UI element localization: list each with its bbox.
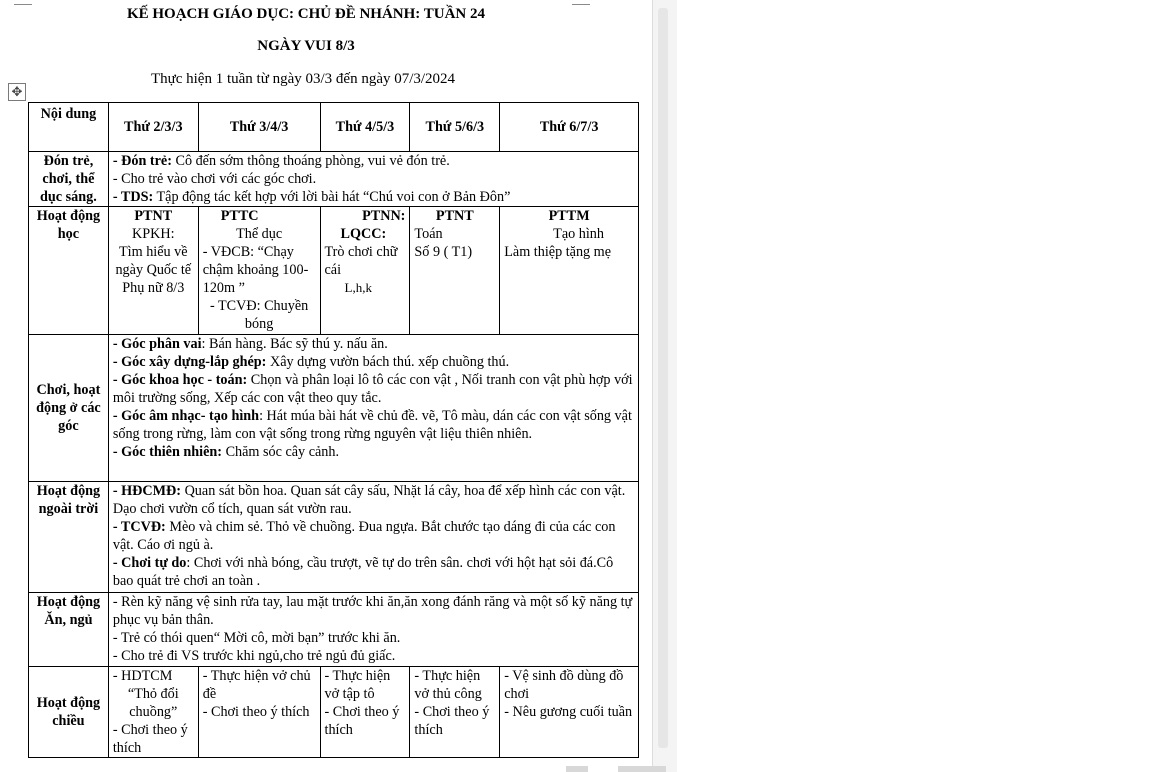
- label-an-ngu: Hoạt động Ăn, ngủ: [29, 593, 109, 667]
- status-bar-fragment: [566, 766, 588, 772]
- plan-table: [28, 102, 639, 758]
- label-chieu: Hoạt động chiều: [29, 667, 109, 758]
- table-move-handle-icon[interactable]: ✥: [8, 83, 26, 101]
- content-choi-goc: [108, 335, 638, 482]
- row-choi-goc: [29, 335, 639, 482]
- chieu-day-4: - Thực hiện vở thủ công - Chơi theo ý thích: [410, 667, 500, 758]
- row-don-tre: [29, 152, 639, 207]
- choi-goc-line: - Góc xây dựng-lắp ghép: Xây dựng vườn bách thú. xếp chuồng thú.: [112, 354, 510, 370]
- don-tre-line: - Đón trẻ: Cô đến sớm thông thoáng phòng, vui vẻ đón trẻ.: [112, 153, 450, 169]
- content-don-tre: [108, 152, 638, 207]
- document-subtitle: NGÀY VUI 8/3: [257, 38, 355, 54]
- row-ngoai-troi: [29, 482, 639, 593]
- scrollbar-thumb[interactable]: [658, 8, 668, 748]
- chieu-day-3: - Thực hiện vở tập tô - Chơi theo ý thích: [320, 667, 410, 758]
- an-ngu-line: - Cho trẻ đi VS trước khi ngủ,cho trẻ ngủ đủ giấc.: [112, 648, 396, 664]
- row-hoat-dong-hoc: [29, 207, 639, 335]
- label-choi-goc: Chơi, hoạt động ở các góc: [29, 335, 109, 482]
- header-day-4: Thứ 5/6/3: [410, 103, 500, 152]
- page-corner-mark: [572, 0, 590, 5]
- don-tre-line: - Cho trẻ vào chơi với các góc chơi.: [112, 171, 317, 187]
- choi-goc-line: - Góc khoa học - toán: Chọn và phân loại lô tô các con vật , Nối tranh con vật phù hợp với môi trường sống, Xếp các con vật theo quy tắc.: [112, 372, 633, 406]
- choi-goc-line: - Góc thiên nhiên: Chăm sóc cây cảnh.: [112, 444, 340, 460]
- document-title: KẾ HOẠCH GIÁO DỤC: CHỦ ĐỀ NHÁNH: TUẦN 24: [126, 6, 486, 22]
- row-an-ngu: [29, 593, 639, 667]
- hoc-day-5: PTTM Tạo hình Làm thiệp tặng mẹ: [500, 207, 639, 335]
- content-an-ngu: [108, 593, 638, 667]
- header-row: [29, 103, 639, 152]
- status-bar-fragment: [618, 766, 666, 772]
- hoc-day-1: PTNT KPKH: Tìm hiểu về ngày Quốc tế Phụ nữ 8/3: [108, 207, 198, 335]
- content-ngoai-troi: [108, 482, 638, 593]
- hoc-day-4: PTNT Toán Số 9 ( T1): [410, 207, 500, 335]
- header-day-5: Thứ 6/7/3: [500, 103, 639, 152]
- chieu-day-5: - Vệ sinh đồ dùng đồ chơi - Nêu gương cuối tuần: [500, 667, 639, 758]
- label-ngoai-troi: Hoạt động ngoài trời: [29, 482, 109, 593]
- choi-goc-line: - Góc phân vai: Bán hàng. Bác sỹ thú y. nấu ăn.: [112, 336, 388, 352]
- hoc-day-2: PTTC Thể dục - VĐCB: “Chạy chậm khoảng 100-120m ” - TCVĐ: Chuyền bóng: [198, 207, 320, 335]
- chieu-day-2: - Thực hiện vở chủ đề - Chơi theo ý thích: [198, 667, 320, 758]
- header-noi-dung: Nội dung: [29, 103, 109, 152]
- an-ngu-line: - Rèn kỹ năng vệ sinh rửa tay, lau mặt trước khi ăn,ăn xong đánh răng và một số kỹ năng tự phục vụ bản thân.: [112, 594, 633, 628]
- label-don-tre: Đón trẻ, chơi, thể dục sáng.: [29, 152, 109, 207]
- ngoai-troi-line: - Chơi tự do: Chơi với nhà bóng, cầu trượt, vẽ tự do trên sân. chơi với hột hạt sỏi đá.Cô bao quát trẻ chơi an toàn .: [112, 555, 614, 589]
- choi-goc-line: - Góc âm nhạc- tạo hình: Hát múa bài hát về chủ đề. vẽ, Tô màu, dán các con vật sống vật sống trong rừng, làm con vật sống trong rừng nguyên vật liệu thiên nhiên.: [112, 408, 632, 442]
- row-chieu: [29, 667, 639, 758]
- ngoai-troi-line: - HĐCMĐ: Quan sát bồn hoa. Quan sát cây sấu, Nhặt lá cây, hoa để xếp hình các con vật. Dạo chơi vườn cổ tích, quan sát vườn rau.: [112, 483, 626, 517]
- page-corner-mark: [14, 0, 32, 5]
- chieu-day-1: - HDTCM “Thỏ đổi chuồng” - Chơi theo ý thích: [108, 667, 198, 758]
- header-day-2: Thứ 3/4/3: [198, 103, 320, 152]
- don-tre-line: - TDS: Tập động tác kết hợp với lời bài hát “Chú voi con ở Bản Đôn”: [112, 189, 511, 205]
- label-hoat-dong-hoc: Hoạt động học: [29, 207, 109, 335]
- an-ngu-line: - Trẻ có thói quen“ Mời cô, mời bạn” trước khi ăn.: [112, 630, 401, 646]
- ngoai-troi-line: - TCVĐ: Mèo và chim sẻ. Thỏ về chuồng. Đua ngựa. Bắt chước tạo dáng đi của các con vật. Cáo ơi ngủ à.: [112, 519, 616, 553]
- document-period: Thực hiện 1 tuần từ ngày 03/3 đến ngày 07/3/2024: [150, 71, 456, 87]
- hoc-day-3: PTNN: LQCC: Trò chơi chữ cái L,h,k: [320, 207, 410, 335]
- header-day-3: Thứ 4/5/3: [320, 103, 410, 152]
- header-day-1: Thứ 2/3/3: [108, 103, 198, 152]
